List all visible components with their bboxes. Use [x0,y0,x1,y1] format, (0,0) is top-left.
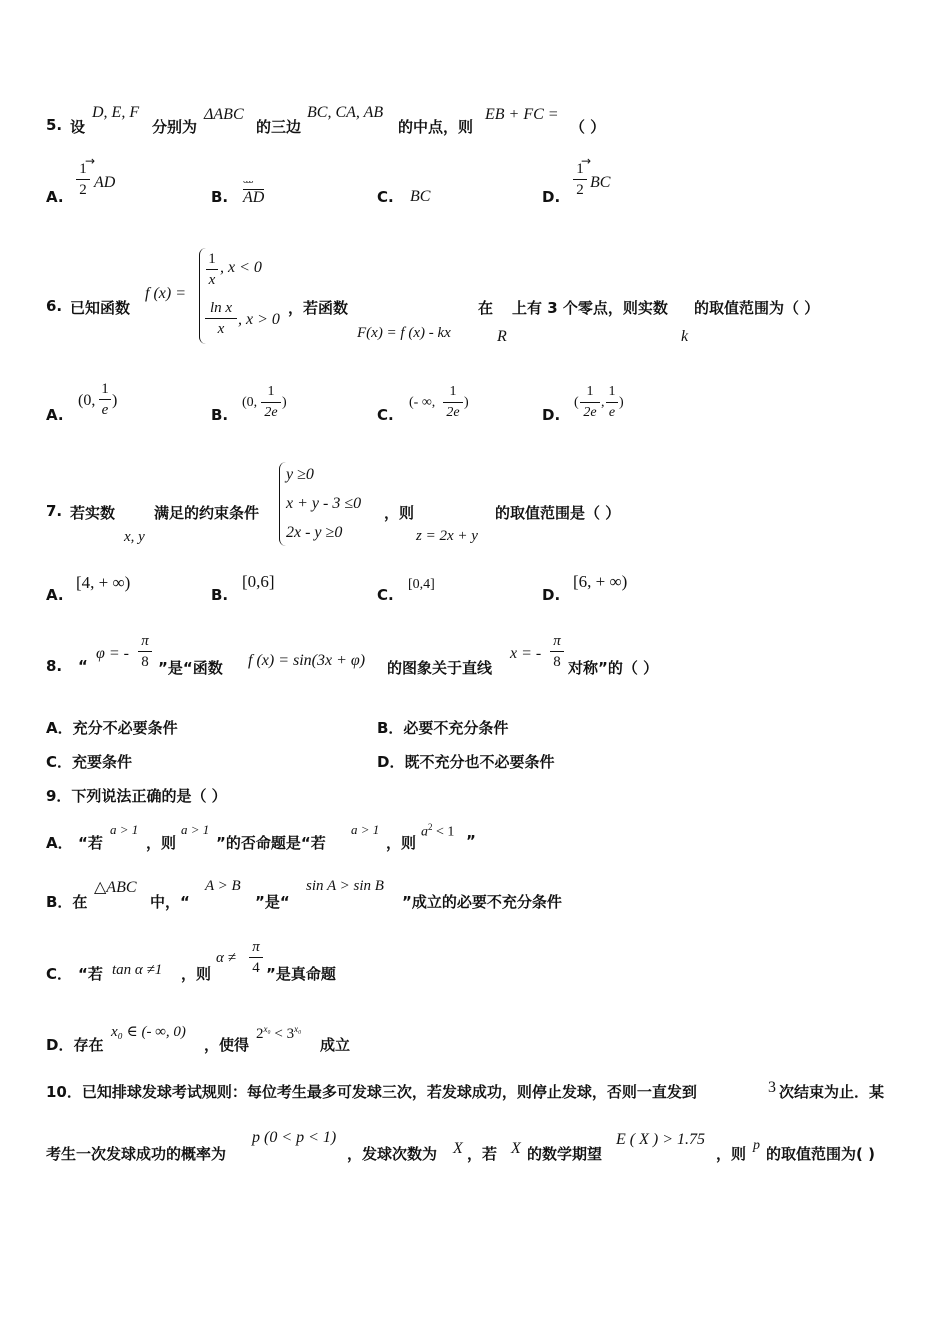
q6-option-d-comma: , [601,395,605,410]
q9-option-d-math-2: $2^{x_0} < 3^{x_0}$ [256,1024,302,1042]
q5-option-a-fraction: 1 2 [76,160,90,199]
q5-text-1: 设 [70,118,86,136]
q9-option-b-label: B．在 [46,893,88,911]
q8-option-a: A．充分不必要条件 [46,719,178,737]
q9-option-c-text-3: ”是真命题 [266,965,336,983]
q5-option-d-vector: BC [590,174,611,191]
q7-objective-z: z = 2x + y [416,528,478,544]
q5-option-c-label: C. [377,188,394,206]
q7-text-3: ，则 [384,504,415,522]
q9-option-a-text-1: “若 [78,834,103,852]
q5-option-d-fraction: 1 2 [573,160,587,199]
q5-math-def: D, E, F [92,104,140,121]
q6-option-b-label: B. [211,406,229,424]
q10-line-2-p: p [753,1138,760,1153]
q5-math-sides: BC, CA, AB [307,104,384,121]
q10-line-2-expectation: E ( X ) > 1.75 [616,1131,705,1148]
q5-option-b-label: B. [211,188,229,206]
q9-option-d-text-1: ，使得 [204,1036,250,1054]
q9-option-a-math-4: $a^2 < 1$ [421,822,455,840]
q8-phi-equals: φ = - [96,645,129,662]
q10-line-1-text-1: 10．已知排球发球考试规则：每位考生最多可发球三次，若发球成功，则停止发球，否则一直发到 [46,1083,697,1101]
q8-number: 8. [46,657,63,675]
q10-line-2-X-2: X [511,1140,521,1157]
q6-function-F: F(x) = f (x) - kx [357,325,451,341]
q9-option-c-text-1: “若 [78,965,103,983]
q6-number: 6. [46,297,63,315]
vector-arrow-icon: → [85,154,96,168]
q9-option-c-pi-over-4: π 4 [249,938,263,977]
q7-constraint-3: 2x - y ≥0 [286,524,343,541]
q8-pi-over-8: π 8 [138,632,152,671]
q6-case-1-condition: , x < 0 [220,259,262,276]
q6-option-c-fraction: 1 2e [443,383,463,422]
q8-x-equals: x = - [510,645,542,662]
q6-text-2: ，若函数 [288,299,349,317]
q5-math-sum: EB + FC = [485,106,559,123]
q6-math-k: k [681,328,689,345]
q5-option-c-vector: BC [410,188,431,205]
q6-option-d-left: ( [574,395,579,410]
q9-title: 9．下列说法正确的是（ ） [46,787,227,805]
q9-option-a-label: A． [46,834,73,852]
q10-line-2-math-p: p (0 < p < 1) [252,1129,337,1146]
q7-option-d-label: D. [542,586,561,604]
q6-math-R: R [497,328,507,345]
q8-quote-open: “ [78,657,88,675]
q10-line-2-text-1: 考生一次发球成功的概率为 [46,1145,227,1163]
q6-option-b-fraction: 1 2e [261,383,281,422]
q8-text-1: ”是“函数 [158,659,223,677]
q7-option-a-label: A. [46,586,64,604]
q6-option-c-right: ) [464,395,469,410]
arc-mark-icon: ᵕᵕᵕ [243,176,252,190]
q9-option-d-math-1: x₀ ∈ (- ∞, 0) [111,1024,186,1040]
q6-option-c-label: C. [377,406,394,424]
q8-function: f (x) = sin(3x + φ) [248,652,366,669]
q7-option-c-value: [0,4] [408,577,435,592]
q6-text-1: 已知函数 [70,299,131,317]
q5-text-4: 的中点，则 [398,118,474,136]
q7-constraint-brace [279,462,286,546]
q6-option-b-left: (0, [242,395,258,410]
q6-option-d-fraction-1: 1 2e [580,383,600,422]
q9-option-b-math-1: A > B [205,878,241,894]
q9-option-a-text-3: ”的否命题是“若 [216,834,326,852]
q7-constraint-2: x + y - 3 ≤0 [286,495,362,512]
q5-number: 5. [46,116,63,134]
q8-option-b: B．必要不充分条件 [377,719,509,737]
q6-option-d-label: D. [542,406,561,424]
q10-line-2-text-3: ，若 [467,1145,498,1163]
q6-option-a-left: (0, [78,392,96,409]
q9-option-a-math-2: a > 1 [181,822,210,837]
q6-option-c-left: (- ∞, [409,395,436,410]
q6-option-a-label: A. [46,406,64,424]
q10-line-2-text-5: ，则 [716,1145,747,1163]
q7-option-c-label: C. [377,586,394,604]
q8-text-3: 对称”的（ ） [568,659,659,677]
q10-line-2-text-2: ，发球次数为 [347,1145,438,1163]
q7-option-b-label: B. [211,586,229,604]
q6-case-2-condition: , x > 0 [238,311,280,328]
q8-option-c: C．充要条件 [46,753,133,771]
q6-option-a-right: ) [112,392,118,409]
vector-arrow-icon: → [581,154,592,168]
q10-line-2-text-4: 的数学期望 [527,1145,603,1163]
q9-option-a-math-3: a > 1 [351,822,380,837]
q10-line-1-math: 3 [768,1079,776,1096]
q9-option-b-text-3: ”成立的必要不充分条件 [402,893,562,911]
q7-constraint-1: y ≥0 [286,466,314,483]
q9-option-a-math-1: a > 1 [110,822,139,837]
q6-option-d-fraction-2: 1 e [606,383,618,422]
q6-option-a-fraction: 1 e [99,380,111,419]
q6-option-b-right: ) [282,395,287,410]
q9-option-d-label: D．存在 [46,1036,104,1054]
q10-line-1-text-2: 次结束为止．某 [779,1083,885,1101]
q7-text-4: 的取值范围是（ ） [495,504,621,522]
q5-math-triangle: ΔABC [204,106,244,123]
q7-number: 7. [46,502,63,520]
q9-option-c-math-1: tan α ≠1 [112,962,163,978]
q6-text-3: 在 [478,299,494,317]
q8-text-2: 的图象关于直线 [387,659,493,677]
q7-math-xy: x, y [124,529,145,545]
q7-option-a-value: [4, + ∞) [76,573,131,592]
q9-option-d-text-2: 成立 [320,1036,351,1054]
q5-option-a-vector: AD [94,174,116,191]
q5-text-5: （ ） [570,118,606,136]
q8-option-d: D．既不充分也不必要条件 [377,753,555,771]
q6-function-f: f (x) = [145,285,186,302]
q9-option-a-text-4: ，则 [386,834,417,852]
q6-text-4: 上有 3 个零点，则实数 [512,299,668,317]
q9-option-b-math-2: sin A > sin B [306,878,384,894]
q8-pi-over-8-line: π 8 [550,632,564,671]
q10-line-2-X-1: X [453,1140,463,1157]
q5-text-3: 的三边 [256,118,302,136]
q6-case-2-fraction: ln x x [205,299,237,338]
q9-option-a-text-2: ，则 [146,834,177,852]
q5-option-b-vector: AD [243,189,265,206]
q5-option-d-label: D. [542,188,561,206]
q9-option-b-text-1: 中，“ [150,893,190,911]
q7-text-2: 满足的约束条件 [154,504,260,522]
q9-option-c-text-2: ，则 [181,965,212,983]
q5-text-2: 分别为 [152,118,198,136]
q7-text-1: 若实数 [70,504,116,522]
q7-option-b-value: [0,6] [242,572,275,591]
q9-option-b-text-2: ”是“ [255,893,290,911]
q9-option-c-label: C． [46,965,73,983]
q9-option-c-math-2: α ≠ [216,950,236,966]
q7-option-d-value: [6, + ∞) [573,572,628,591]
q5-option-a-label: A. [46,188,64,206]
q6-case-1-fraction: 1 x [206,250,218,289]
q6-text-5: 的取值范围为（ ） [694,299,820,317]
q9-option-a-text-5: ” [466,832,476,850]
q10-line-2-text-6: 的取值范围为( ) [766,1145,875,1163]
q9-option-b-triangle: △ABC [94,879,137,896]
q6-option-d-right: ) [619,395,624,410]
